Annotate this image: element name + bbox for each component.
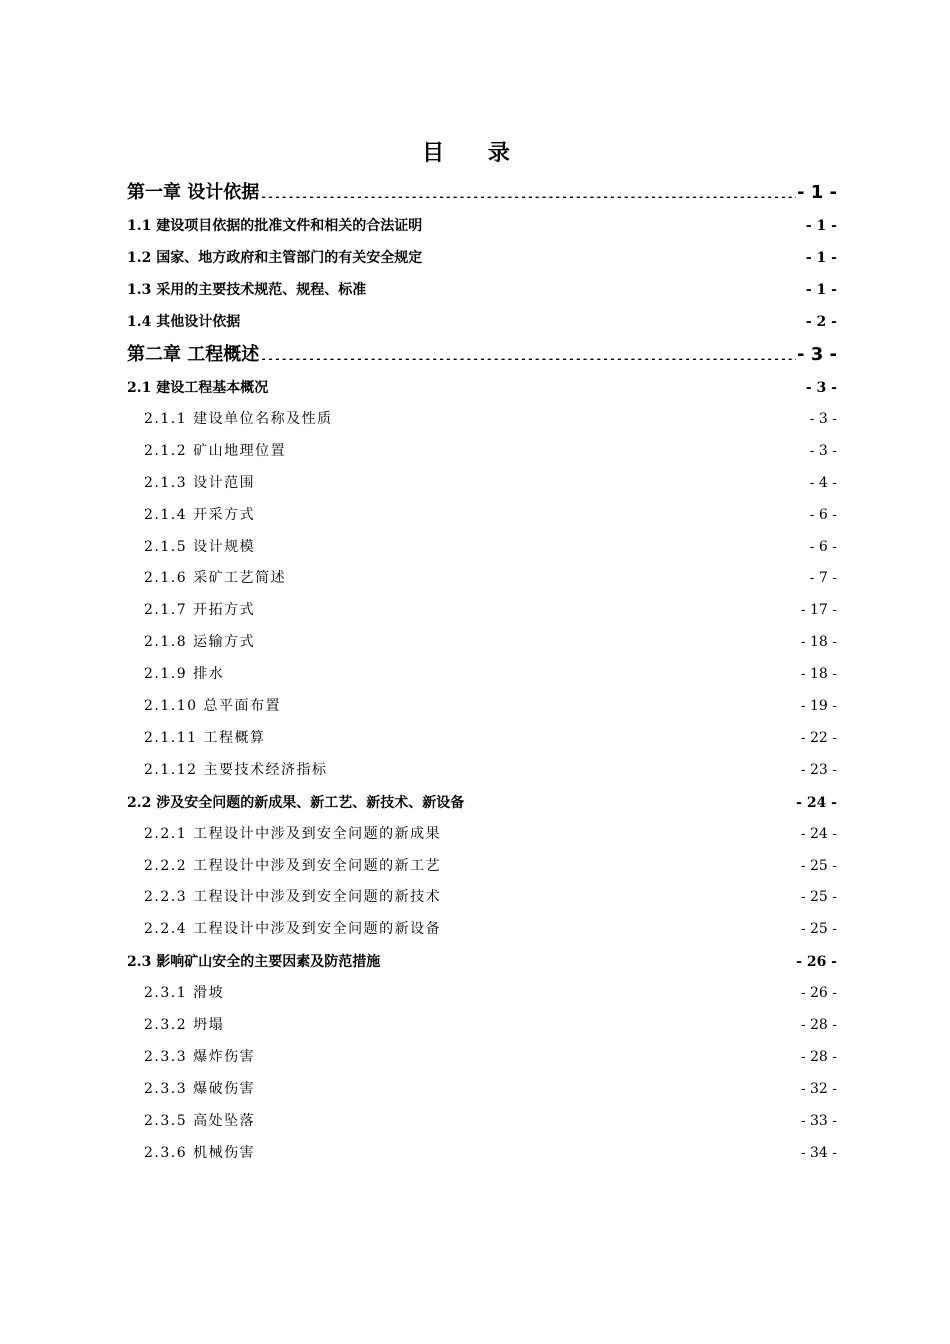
toc-entry-label: 2.3.6 机械伤害	[144, 1144, 256, 1161]
dot-leader	[225, 1016, 800, 1029]
toc-entry-page-number: - 32 -	[800, 1080, 837, 1097]
toc-entry[interactable]	[127, 787, 837, 819]
dot-leader	[269, 379, 805, 392]
toc-entry-page-number: - 1 -	[805, 218, 837, 234]
toc-entry-label: 2.1.10 总平面布置	[144, 698, 281, 715]
toc-entry-label: 2.3.1 滑坡	[144, 985, 225, 1002]
toc-entry-label: 2.3.5 高处坠落	[144, 1112, 256, 1129]
toc-entry-label: 2.2 涉及安全问题的新成果、新工艺、新技术、新设备	[127, 794, 465, 811]
toc-entry-page-number: - 2 -	[805, 314, 837, 330]
toc-entry[interactable]	[127, 723, 837, 755]
toc-title: 目 录	[422, 141, 528, 166]
toc-entry-page-number: - 34 -	[800, 1144, 837, 1161]
toc-entry-page-number: - 4 -	[809, 474, 837, 491]
toc-entry-label: 2.3.3 爆炸伤害	[144, 1049, 256, 1066]
toc-entry[interactable]	[127, 914, 837, 946]
dot-leader	[256, 505, 809, 518]
toc-entry[interactable]	[127, 1138, 837, 1170]
dot-leader	[423, 217, 805, 230]
toc-entry-page-number: - 28 -	[800, 1017, 837, 1034]
dot-leader	[282, 697, 800, 710]
dot-leader	[423, 249, 805, 262]
toc-entry[interactable]	[127, 176, 837, 210]
dot-leader	[442, 856, 800, 869]
dot-leader	[442, 920, 800, 933]
toc-entry-page-number: - 25 -	[800, 857, 837, 874]
dot-leader	[328, 761, 799, 774]
toc-entry-label: 2.3 影响矿山安全的主要因素及防范措施	[127, 954, 381, 971]
toc-entry-page-number: - 17 -	[800, 602, 837, 619]
toc-entry-label: 1.4 其他设计依据	[127, 314, 241, 330]
toc-entry-label: 1.1 建设项目依据的批准文件和相关的合法证明	[127, 218, 423, 234]
toc-entry-label: 2.2.3 工程设计中涉及到安全问题的新技术	[144, 889, 442, 906]
toc-entry[interactable]	[127, 436, 837, 468]
toc-entry-label: 2.2.1 工程设计中涉及到安全问题的新成果	[144, 825, 442, 842]
dot-leader	[256, 1112, 800, 1125]
toc-entry-label: 2.1.12 主要技术经济指标	[144, 761, 328, 778]
toc-entry[interactable]	[127, 563, 837, 595]
toc-entry-label: 2.1.2 矿山地理位置	[144, 442, 287, 459]
toc-entry[interactable]	[127, 1010, 837, 1042]
dot-leader	[241, 313, 805, 326]
toc-entry-page-number: - 18 -	[800, 634, 837, 651]
toc-entry[interactable]	[127, 882, 837, 914]
toc-entry-label: 第一章 设计依据	[127, 182, 260, 203]
dot-leader	[465, 794, 795, 807]
toc-entry[interactable]	[127, 242, 837, 274]
toc-entry-page-number: - 24 -	[800, 825, 837, 842]
dot-leader	[256, 601, 800, 614]
toc-entry[interactable]	[127, 468, 837, 500]
dot-leader	[256, 1080, 800, 1093]
toc-entry[interactable]	[127, 978, 837, 1010]
toc-entry-label: 2.1.7 开拓方式	[144, 602, 256, 619]
toc-entry-page-number: - 18 -	[800, 666, 837, 683]
toc-entry-label: 2.1.5 设计规模	[144, 538, 256, 555]
dot-leader	[256, 633, 800, 646]
dot-leader	[256, 1048, 800, 1061]
dot-leader	[287, 442, 809, 455]
toc-entry[interactable]	[127, 500, 837, 532]
toc-entry-label: 2.2.2 工程设计中涉及到安全问题的新工艺	[144, 857, 442, 874]
dot-leader	[334, 410, 809, 423]
toc-entry[interactable]	[127, 532, 837, 564]
dot-leader	[442, 825, 800, 838]
toc-entry[interactable]	[127, 946, 837, 978]
dot-leader	[260, 178, 796, 198]
toc-entry[interactable]	[127, 819, 837, 851]
toc-entry-page-number: - 25 -	[800, 889, 837, 906]
toc-entry-page-number: - 26 -	[800, 985, 837, 1002]
toc-entry[interactable]	[127, 1074, 837, 1106]
toc-entry-page-number: - 1 -	[805, 282, 837, 298]
toc-entry-label: 2.3.3 爆破伤害	[144, 1080, 256, 1097]
toc-entry-page-number: - 25 -	[800, 921, 837, 938]
toc-entry-label: 2.1 建设工程基本概况	[127, 380, 269, 396]
toc-entry-label: 第二章 工程概述	[127, 344, 260, 365]
toc-entry-page-number: - 3 -	[805, 380, 837, 396]
toc-entry-page-number: - 3 -	[809, 442, 837, 459]
toc-entry-page-number: - 19 -	[800, 698, 837, 715]
dot-leader	[256, 537, 809, 550]
toc-entry-page-number: - 28 -	[800, 1049, 837, 1066]
toc-entry-label: 2.1.8 运输方式	[144, 634, 256, 651]
toc-entry-label: 2.2.4 工程设计中涉及到安全问题的新设备	[144, 921, 442, 938]
toc-entry[interactable]	[127, 595, 837, 627]
table-of-contents	[127, 176, 837, 1170]
toc-entry[interactable]	[127, 306, 837, 338]
toc-entry-page-number: - 7 -	[809, 570, 837, 587]
toc-entry[interactable]	[127, 372, 837, 404]
toc-entry[interactable]	[127, 659, 837, 691]
dot-leader	[225, 984, 800, 997]
toc-entry[interactable]	[127, 1106, 837, 1138]
toc-entry[interactable]	[127, 851, 837, 883]
dot-leader	[256, 1144, 800, 1157]
toc-entry-label: 1.3 采用的主要技术规范、规程、标准	[127, 282, 367, 298]
toc-entry-page-number: - 22 -	[800, 729, 837, 746]
dot-leader	[381, 953, 795, 966]
toc-entry-page-number: - 23 -	[800, 761, 837, 778]
toc-entry[interactable]	[127, 404, 837, 436]
toc-entry-label: 2.1.6 采矿工艺简述	[144, 570, 287, 587]
dot-leader	[442, 888, 800, 901]
toc-entry-label: 2.3.2 坍塌	[144, 1017, 225, 1034]
toc-entry-page-number: - 6 -	[809, 538, 837, 555]
toc-entry[interactable]	[127, 627, 837, 659]
dot-leader	[256, 474, 809, 487]
dot-leader	[260, 340, 796, 360]
toc-entry-label: 2.1.4 开采方式	[144, 506, 256, 523]
dot-leader	[287, 569, 809, 582]
dot-leader	[266, 729, 799, 742]
toc-entry-page-number: - 33 -	[800, 1112, 837, 1129]
toc-entry[interactable]	[127, 755, 837, 787]
dot-leader	[225, 665, 800, 678]
toc-entry-page-number: - 6 -	[809, 506, 837, 523]
toc-entry[interactable]	[127, 1042, 837, 1074]
toc-entry-page-number: - 26 -	[796, 954, 837, 971]
toc-entry-page-number: - 3 -	[809, 411, 837, 427]
toc-entry-label: 2.1.1 建设单位名称及性质	[144, 411, 333, 427]
toc-entry-page-number: - 1 -	[797, 182, 837, 203]
toc-entry[interactable]	[127, 274, 837, 306]
toc-entry-page-number: - 1 -	[805, 250, 837, 266]
toc-entry-page-number: - 3 -	[797, 344, 837, 365]
toc-entry-page-number: - 24 -	[796, 794, 837, 811]
toc-entry-label: 2.1.3 设计范围	[144, 474, 256, 491]
toc-entry[interactable]	[127, 691, 837, 723]
toc-entry[interactable]	[127, 210, 837, 242]
dot-leader	[367, 281, 805, 294]
toc-entry-label: 2.1.9 排水	[144, 666, 225, 683]
toc-entry[interactable]	[127, 338, 837, 372]
toc-entry-label: 1.2 国家、地方政府和主管部门的有关安全规定	[127, 250, 423, 266]
toc-entry-label: 2.1.11 工程概算	[144, 729, 266, 746]
